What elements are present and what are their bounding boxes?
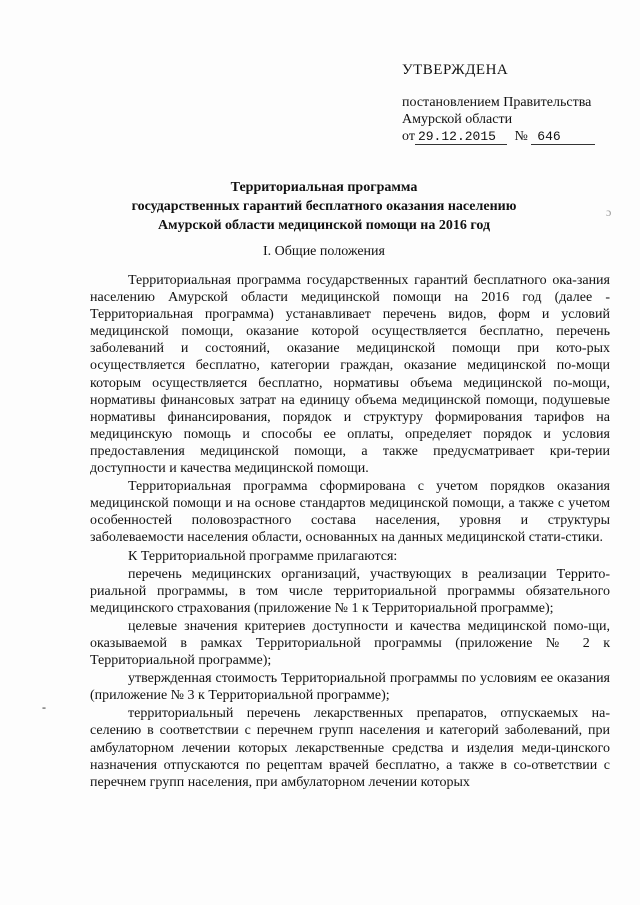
section-title: I. Общие положения	[263, 244, 385, 259]
paragraph: Территориальная программа государственных гарантий бесплатного ока-зания населению Амурской области медицинской помощи на 2016 год (далее - Территориальная программа) устанавливает перечень видов, форм и условий медицинской помощи, оказание которой осуществляется бесплатно, перечень заболеваний и состояний, оказание медицинской помощи при кото-рых осуществляется бесплатно, категории граждан, оказание медицинской по-мощи которым осуществляется бесплатно, нормативы объема медицинской по-мощи, нормативы финансовых затрат на единицу объема медицинской помощи, подушевые нормативы финансирования, порядок и структуру формирования тарифов на медицинскую помощь и способы ее оплаты, определяет порядок и условия предоставления медицинской помощи, а также предусматривает кри-терии доступности и качества медицинской помощи.	[90, 273, 610, 477]
scan-speck: -	[42, 700, 46, 714]
date-prefix: от	[402, 129, 415, 144]
paragraph: территориальный перечень лекарственных препаратов, отпускаемых на-селению в соответствии с перечнем групп населения и категорий заболеваний, при амбулаторном лечении которых лекарственные средства и изделия меди-цинского назначения отпускаются по рецептам врачей бесплатно, а также в со-ответствии с перечнем групп населения, при амбулаторном лечении которых	[90, 706, 610, 790]
title-line-1: Территориальная программа	[230, 180, 418, 195]
approval-heading: УТВЕРЖДЕНА	[402, 62, 509, 78]
number-prefix: №	[514, 129, 528, 144]
paragraph: К Территориальной программе прилагаются:	[128, 548, 398, 564]
title-line-3: Амурской области медицинской помощи на 2016 год	[157, 218, 491, 233]
approval-block	[402, 62, 622, 145]
approval-line-1: постановлением Правительства	[402, 95, 592, 110]
approval-line-2: Амурской области	[402, 112, 513, 127]
paragraph: утвержденная стоимость Территориальной программы по условиям ее оказания (приложение № 3 к Территориальной программе);	[90, 671, 610, 704]
paragraph: целевые значения критериев доступности и качества медицинской помо-щи, оказываемой в рамках Территориальной программы (приложение № 2 к Территориальной программе);	[90, 618, 610, 669]
paragraph: Территориальная программа сформирована с учетом порядков оказания медицинской помощи и на основе стандартов медицинской помощи, а также с учетом особенностей половозрастного состава населения, уровня и структуры заболеваемости населения области, основанных на данных медицинской стати-стики.	[90, 479, 610, 546]
paragraph: перечень медицинских организаций, участвующих в реализации Террито-риальной программы, в том числе территориальной программы обязательного медицинского страхования (приложение № 1 к Территориальной программе);	[90, 566, 610, 616]
approval-number: 646	[531, 130, 595, 145]
approval-date: 29.12.2015	[415, 130, 507, 145]
document-body	[90, 272, 610, 791]
title-line-2: государственных гарантий бесплатного оказания населению	[131, 199, 517, 214]
document-title	[90, 178, 558, 235]
scan-speck: ɔ	[606, 205, 612, 219]
approval-date-number	[402, 128, 622, 145]
